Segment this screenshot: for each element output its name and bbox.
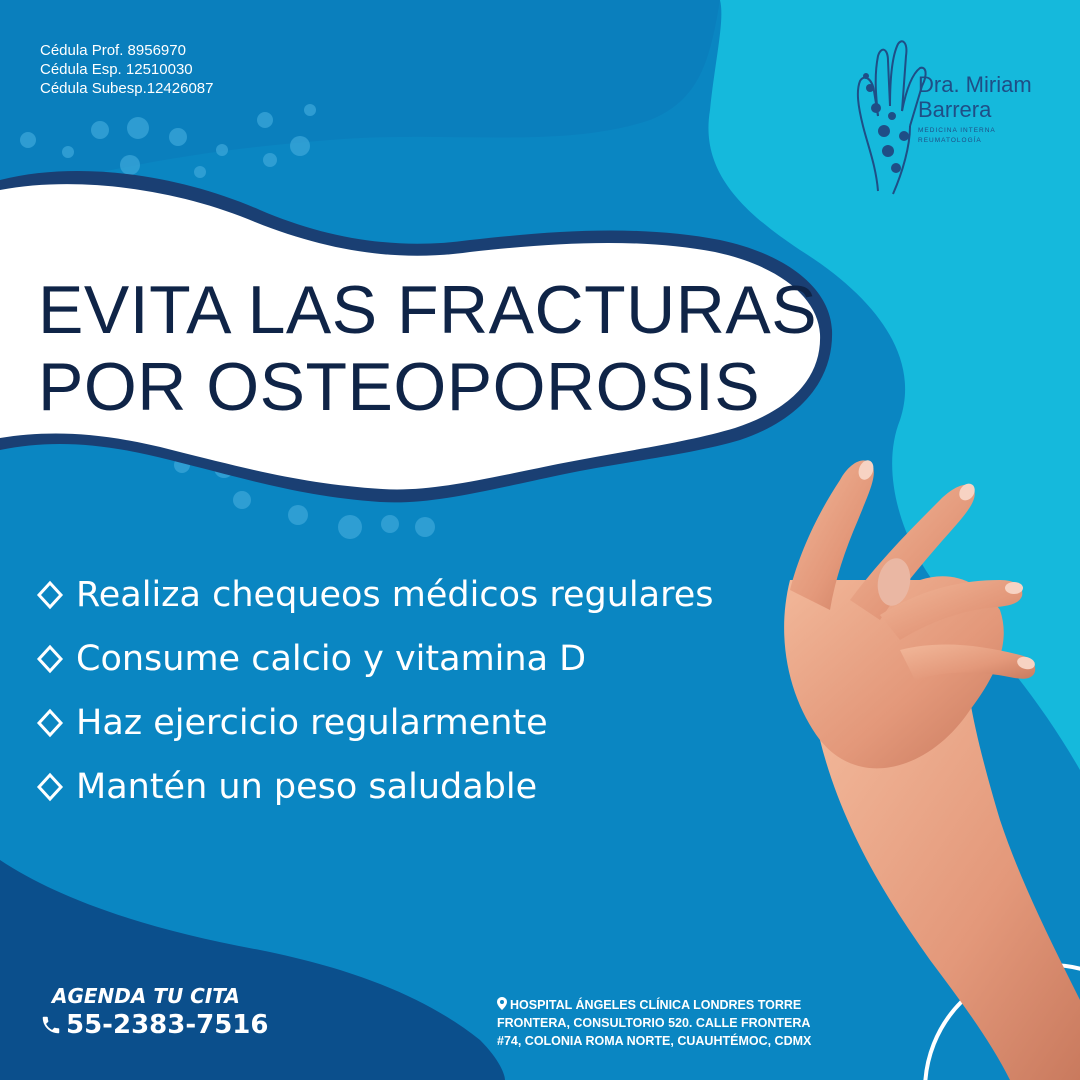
doctor-name — [918, 72, 1032, 122]
headline-line1: EVITA LAS FRACTURAS — [38, 272, 818, 348]
diamond-bullet-icon — [36, 644, 64, 674]
phone-icon — [40, 1014, 62, 1036]
tips-list — [36, 563, 714, 819]
specialty-line1: MEDICINA INTERNA — [918, 127, 996, 134]
address-line1: HOSPITAL ÁNGELES CLÍNICA LONDRES TORRE — [510, 998, 802, 1012]
clinic-address — [497, 996, 877, 1050]
list-item — [36, 691, 714, 755]
diamond-bullet-icon — [36, 708, 64, 738]
headline — [38, 272, 817, 426]
appointment-cta: AGENDA TU CITA — [52, 984, 240, 1008]
address-line2: FRONTERA, CONSULTORIO 520. CALLE FRONTERA — [497, 1016, 811, 1030]
specialty-line2: REUMATOLOGÍA — [918, 137, 982, 144]
credential-esp: Cédula Esp. 12510030 — [40, 61, 193, 78]
doctor-name-line2: Barrera — [918, 97, 992, 122]
credentials — [40, 41, 213, 98]
tip-text: Consume calcio y vitamina D — [76, 639, 587, 679]
phone-text: 55-2383-7516 — [66, 1010, 269, 1040]
address-line3: #74, COLONIA ROMA NORTE, CUAUHTÉMOC, CDMX — [497, 1034, 812, 1048]
diamond-bullet-icon — [36, 772, 64, 802]
doctor-name-line1: Dra. Miriam — [918, 72, 1032, 97]
headline-line2: POR OSTEOPOROSIS — [38, 349, 761, 425]
credential-subesp: Cédula Subesp.12426087 — [40, 80, 214, 97]
list-item — [36, 627, 714, 691]
list-item — [36, 755, 714, 819]
credential-prof: Cédula Prof. 8956970 — [40, 42, 186, 59]
doctor-specialty — [918, 126, 996, 146]
location-pin-icon — [497, 997, 507, 1010]
hand-image — [760, 440, 1080, 1080]
tip-text: Mantén un peso saludable — [76, 767, 538, 807]
list-item — [36, 563, 714, 627]
phone-number[interactable] — [40, 1010, 269, 1040]
tip-text: Haz ejercicio regularmente — [76, 703, 548, 743]
diamond-bullet-icon — [36, 580, 64, 610]
tip-text: Realiza chequeos médicos regulares — [76, 575, 714, 615]
